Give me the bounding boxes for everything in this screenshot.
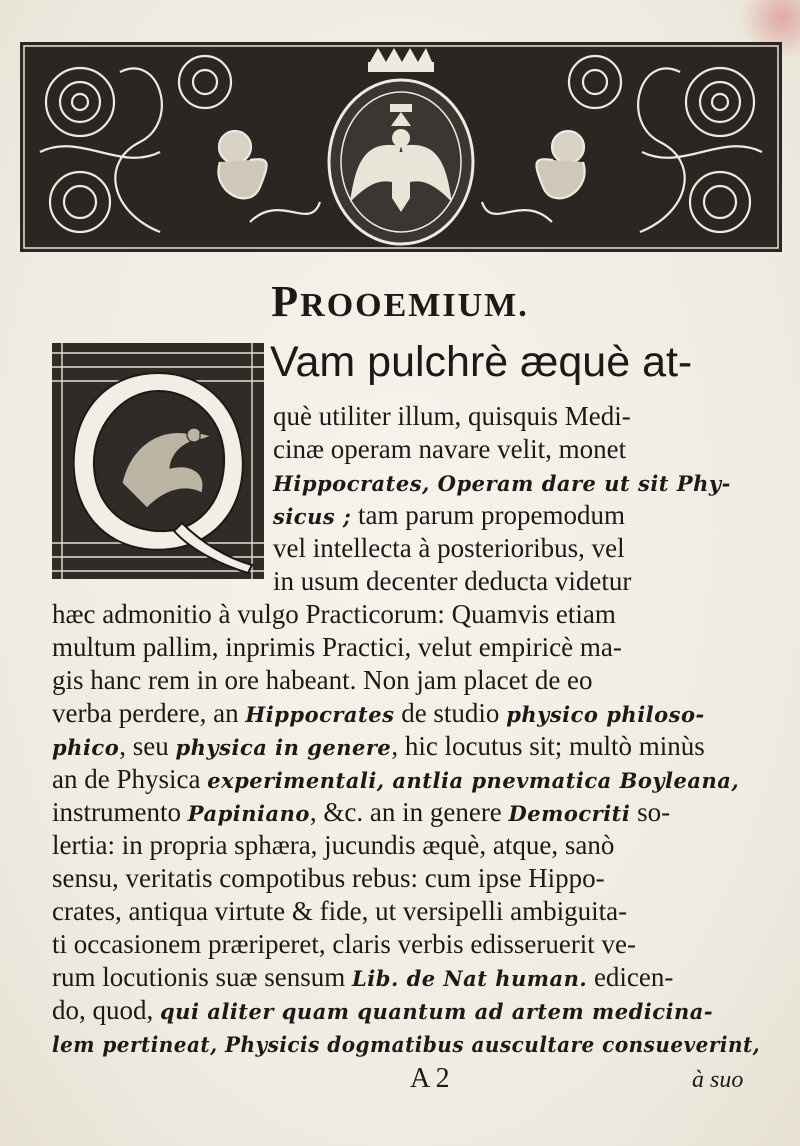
text-line-13	[52, 763, 739, 797]
italic-run: physico philoso-	[506, 702, 705, 727]
text-line-15	[52, 829, 614, 862]
text-line-9	[52, 631, 622, 664]
text-run: ti occasionem præriperet, claris verbis edisseruerit ve-	[52, 929, 637, 959]
italic-run: phico	[52, 735, 120, 760]
text-line-20	[52, 994, 713, 1028]
italic-run: Lib. de Nat human.	[352, 966, 588, 991]
catchword: à suo	[692, 1067, 744, 1093]
text-line-6	[273, 532, 625, 565]
text-run: tam parum propemodum	[351, 500, 625, 530]
signature-mark: A 2	[410, 1063, 450, 1094]
text-run: , &c. an in genere	[309, 797, 509, 827]
text-run: an de Physica	[52, 764, 208, 794]
text-run: multum pallim, inprimis Practici, velut empiricè ma-	[52, 632, 622, 662]
text-line-21	[52, 1027, 760, 1061]
text-run: in usum decenter deducta videtur	[273, 566, 632, 596]
italic-run: Papiniano	[187, 801, 310, 826]
text-run: cinæ operam navare velit, monet	[273, 434, 627, 464]
italic-run: qui aliter quam quantum ad artem medicina-	[160, 999, 714, 1024]
text-line-10	[52, 664, 593, 697]
text-run: Vam pulchrè æquè at-	[270, 338, 693, 386]
text-line-19	[52, 961, 673, 995]
text-run: de studio	[394, 698, 507, 728]
text-line-18	[52, 928, 636, 961]
text-run: gis hanc rem in ore habeant. Non jam placet de eo	[52, 665, 593, 695]
text-run: , hic locutus sit; multò minùs	[391, 731, 705, 761]
text-run: sensu, veritatis compotibus rebus: cum ipse Hippo-	[52, 863, 605, 893]
text-run: so-	[630, 797, 671, 827]
text-run: , seu	[119, 731, 176, 761]
text-run: què utiliter illum, quisquis Medi-	[273, 401, 631, 431]
text-run: rum locutionis suæ sensum	[52, 962, 353, 992]
text-line-1	[270, 338, 693, 386]
text-line-3	[273, 433, 626, 466]
text-run: lertia: in propria sphæra, jucundis æquè, atque, sanò	[52, 830, 615, 860]
headpiece-ornament	[20, 42, 782, 252]
text-line-17	[52, 895, 627, 928]
text-run: crates, antiqua virtute & fide, ut versipelli ambiguita-	[52, 896, 628, 926]
text-line-7	[273, 565, 631, 598]
text-line-2	[273, 400, 631, 433]
text-line-14	[52, 796, 670, 830]
text-run: hæc admonitio à vulgo Practicorum: Quamvis etiam	[52, 599, 616, 629]
page-title: PROOEMIUM.	[271, 277, 529, 326]
italic-run: physica in genere	[175, 735, 392, 760]
text-line-8	[52, 598, 616, 631]
initial-letter: Q	[157, 475, 159, 476]
italic-run: Hippocrates	[245, 702, 395, 727]
text-line-12	[52, 730, 705, 764]
text-run: do, quod,	[52, 995, 160, 1025]
text-line-11	[52, 697, 705, 731]
italic-run: Democriti	[508, 801, 631, 826]
italic-run: lem pertineat, Physicis dogmatibus auscultare consueverint,	[52, 1032, 761, 1057]
text-line-4	[273, 466, 731, 500]
text-run: vel intellecta à posterioribus, vel	[273, 533, 625, 563]
italic-run: sicus ;	[273, 504, 352, 529]
decorated-initial	[52, 343, 264, 579]
text-line-5	[273, 499, 625, 533]
text-run: verba perdere, an	[52, 698, 246, 728]
text-line-16	[52, 862, 605, 895]
text-run: edicen-	[587, 962, 674, 992]
text-run: instrumento	[52, 797, 188, 827]
italic-run: experimentali, antlia pnevmatica Boyleana,	[207, 768, 740, 793]
italic-run: Hippocrates, Operam dare ut sit Phy-	[273, 471, 731, 496]
